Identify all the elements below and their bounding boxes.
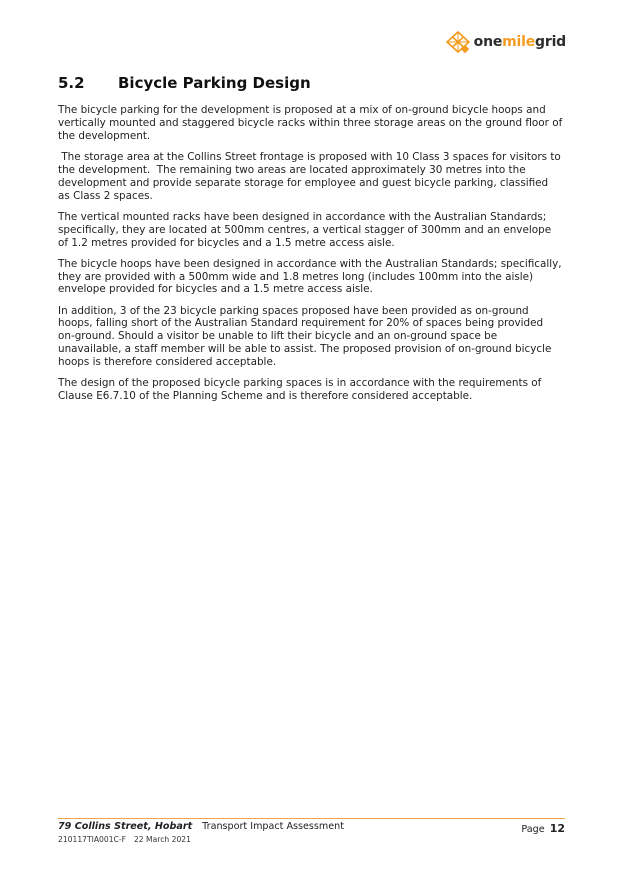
paragraph-1: The bicycle parking for the development is proposed at a mix of on-ground bicycle hoops and vertically mounted and staggered bicycle racks within three storage areas on the ground floor of the development.	[58, 104, 563, 142]
section-body	[58, 104, 563, 411]
logo-text-mile: mile	[502, 34, 536, 50]
footer-page	[521, 822, 565, 835]
logo-text-one: one	[473, 34, 503, 50]
paragraph-5: In addition, 3 of the 23 bicycle parking spaces proposed have been provided as on-ground hoops, falling short of the Australian Standard requirement for 20% of spaces being provided on-ground. Should a visitor be unable to lift their bicycle and an on-ground space be unavailable, a staff member will be able to assist. The proposed provision of on-ground bicycle hoops is therefore considered acceptable.	[58, 304, 552, 369]
section-heading	[58, 74, 563, 92]
company-logo	[445, 28, 566, 56]
page-number: 12	[549, 822, 565, 835]
footer-title-line	[58, 821, 344, 832]
footer-date: 22 March 2021	[133, 835, 191, 844]
paragraph-6: The design of the proposed bicycle parking spaces is in accordance with the requirements of Clause E6.7.10 of the Planning Scheme and is therefore considered acceptable.	[58, 377, 542, 403]
paragraph-2: The storage area at the Collins Street frontage is proposed with 10 Class 3 spaces for visitors to the development. The remaining two areas are located approximately 30 metres into the development and provide separate storage for employee and guest bicycle parking, classified as Class 2 spaces.	[58, 150, 565, 202]
page-label: Page	[521, 824, 545, 835]
section-title: Bicycle Parking Design	[118, 74, 311, 92]
footer-rule	[58, 818, 565, 819]
paragraph-3: The vertical mounted racks have been designed in accordance with the Australian Standards; specifically, they are located at 500mm centres, a vertical stagger of 300mm and an envelope of 1.2 metres provided for bicycles and a 1.5 metre access aisle.	[58, 210, 552, 249]
footer-ref: 210117TIA001C-F	[58, 835, 126, 844]
grid-logo-icon	[445, 30, 471, 54]
logo-text-grid: grid	[535, 34, 566, 50]
footer-doc-title: Transport Impact Assessment	[202, 821, 345, 832]
footer-ref-line	[58, 835, 191, 844]
section-number: 5.2	[58, 74, 85, 92]
paragraph-4: The bicycle hoops have been designed in accordance with the Australian Standards; specifically, they are provided with a 500mm wide and 1.8 metres long (includes 100mm into the aisle) envelope provided for bicycles and a 1.5 metre access aisle.	[58, 257, 562, 296]
logo-wordmark	[474, 34, 566, 50]
footer-address: 79 Collins Street, Hobart	[58, 821, 193, 832]
